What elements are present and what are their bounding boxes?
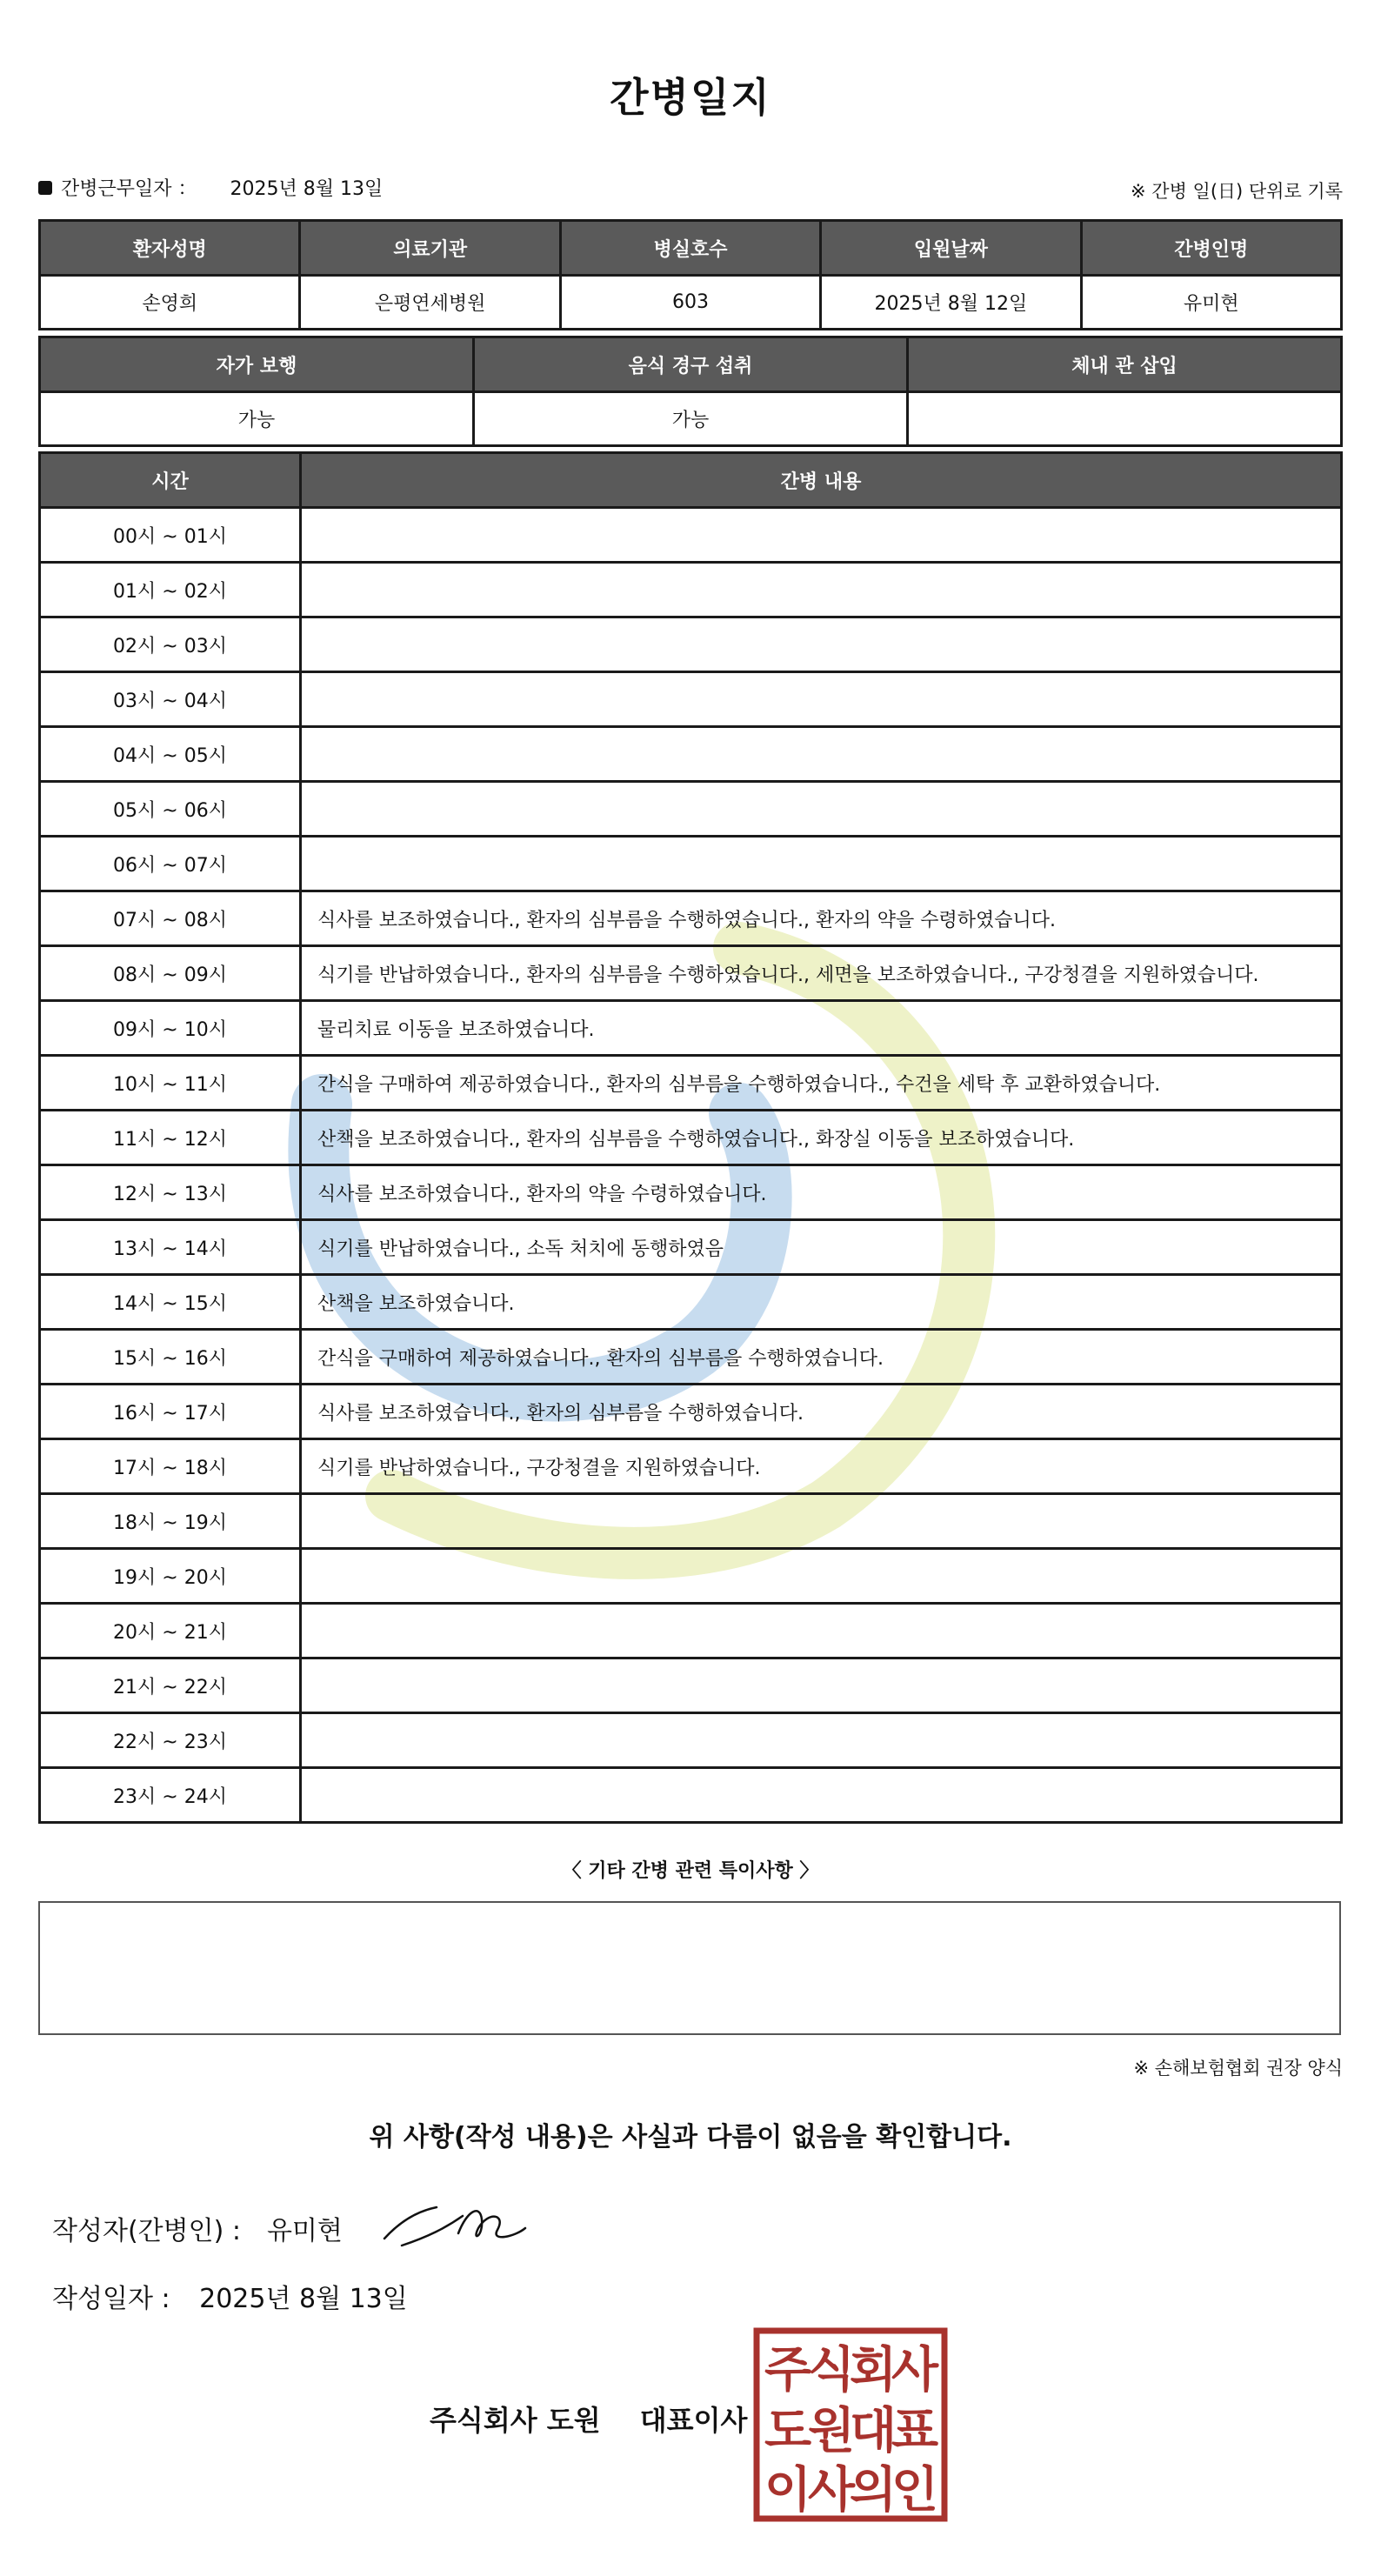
writer-row (52, 2209, 343, 2247)
care-content (301, 1549, 1342, 1604)
time-slot: 17시 ~ 18시 (40, 1439, 301, 1494)
care-content (301, 1658, 1342, 1713)
care-content (301, 837, 1342, 891)
time-slot: 03시 ~ 04시 (40, 672, 301, 727)
time-slot: 14시 ~ 15시 (40, 1275, 301, 1330)
unit-note: ※ 간병 일(日) 단위로 기록 (1131, 181, 1343, 202)
time-slot: 21시 ~ 22시 (40, 1658, 301, 1713)
time-slot: 13시 ~ 14시 (40, 1220, 301, 1275)
caregiver-name: 유미현 (1081, 276, 1341, 330)
time-slot: 04시 ~ 05시 (40, 727, 301, 782)
care-log-row (40, 1275, 1342, 1330)
time-slot: 02시 ~ 03시 (40, 617, 301, 672)
svg-text:도: 도 (764, 2403, 812, 2459)
care-log-row (40, 1658, 1342, 1713)
care-log-row (40, 1494, 1342, 1549)
care-log-row (40, 1604, 1342, 1658)
care-log-row (40, 1001, 1342, 1056)
care-content: 물리치료 이동을 보조하였습니다. (301, 1001, 1342, 1056)
care-content: 식기를 반납하였습니다., 환자의 심부름을 수행하였습니다., 세면을 보조하였습니다., 구강청결을 지원하였습니다. (301, 946, 1342, 1001)
admission-date: 2025년 8월 12일 (821, 276, 1081, 330)
care-log-row (40, 837, 1342, 891)
time-slot: 12시 ~ 13시 (40, 1165, 301, 1220)
patient-status-header-row (40, 337, 1342, 392)
room-number: 603 (560, 276, 820, 330)
care-content: 산책을 보조하였습니다. (301, 1275, 1342, 1330)
svg-text:원: 원 (807, 2403, 856, 2459)
confirmation-statement: 위 사항(작성 내용)은 사실과 다름이 없음을 확인합니다. (369, 2122, 1012, 2152)
care-log-row (40, 563, 1342, 617)
time-slot: 18시 ~ 19시 (40, 1494, 301, 1549)
care-log-row (40, 1330, 1342, 1385)
care-log-row (40, 782, 1342, 837)
care-content (301, 1494, 1342, 1549)
company-rep: 대표이사 (639, 2404, 748, 2437)
svg-text:사: 사 (807, 2462, 856, 2519)
company-row (430, 2399, 747, 2439)
care-log-table (38, 451, 1343, 1824)
oral-intake-value: 가능 (474, 392, 908, 446)
care-content: 간식을 구매하여 제공하였습니다., 환자의 심부름을 수행하였습니다. (301, 1330, 1342, 1385)
care-content (301, 782, 1342, 837)
care-log-row (40, 1713, 1342, 1768)
patient-info-table (38, 219, 1343, 330)
svg-text:인: 인 (891, 2462, 939, 2519)
patient-info-header-row (40, 221, 1342, 276)
self-walking-value: 가능 (40, 392, 474, 446)
svg-text:의: 의 (849, 2462, 897, 2519)
header-caregiver-name: 간병인명 (1081, 221, 1341, 276)
time-slot: 06시 ~ 07시 (40, 837, 301, 891)
care-content (301, 1713, 1342, 1768)
time-slot: 22시 ~ 23시 (40, 1713, 301, 1768)
patient-status-value-row (40, 392, 1342, 446)
svg-text:대: 대 (849, 2403, 897, 2459)
care-log-row (40, 1220, 1342, 1275)
written-date-value: 2025년 8월 13일 (199, 2284, 408, 2314)
special-notes-box (38, 1901, 1341, 2035)
time-slot: 11시 ~ 12시 (40, 1111, 301, 1165)
work-date-value: 2025년 8월 13일 (230, 178, 384, 200)
care-log-row (40, 891, 1342, 946)
time-slot: 15시 ~ 16시 (40, 1330, 301, 1385)
time-slot: 00시 ~ 01시 (40, 508, 301, 563)
time-slot: 16시 ~ 17시 (40, 1385, 301, 1439)
care-content (301, 617, 1342, 672)
work-date-row (38, 174, 383, 201)
care-log-row (40, 1385, 1342, 1439)
header-room: 병실호수 (560, 221, 820, 276)
care-log-row (40, 508, 1342, 563)
hospital-name: 은평연세병원 (300, 276, 560, 330)
care-content (301, 727, 1342, 782)
svg-text:표: 표 (891, 2403, 939, 2459)
care-content (301, 508, 1342, 563)
care-content (301, 1768, 1342, 1823)
time-slot: 01시 ~ 02시 (40, 563, 301, 617)
written-date-label: 작성일자 : (52, 2284, 170, 2314)
care-log-row (40, 672, 1342, 727)
header-self-walking: 자가 보행 (40, 337, 474, 392)
insurance-note: ※ 손해보험협회 권장 양식 (1133, 2058, 1343, 2079)
care-log-row (40, 1549, 1342, 1604)
care-content: 식사를 보조하였습니다., 환자의 약을 수령하였습니다. (301, 1165, 1342, 1220)
header-time: 시간 (40, 453, 301, 508)
header-oral-intake: 음식 경구 섭취 (474, 337, 908, 392)
care-log-row (40, 1056, 1342, 1111)
header-admission-date: 입원날짜 (821, 221, 1081, 276)
time-slot: 23시 ~ 24시 (40, 1768, 301, 1823)
page-title: 간병일지 (610, 74, 771, 121)
care-log-row (40, 1768, 1342, 1823)
care-log-row (40, 727, 1342, 782)
header-hospital: 의료기관 (300, 221, 560, 276)
care-log-header-row (40, 453, 1342, 508)
special-notes-title: 〈 기타 간병 관련 특이사항 〉 (562, 1860, 819, 1882)
patient-info-value-row (40, 276, 1342, 330)
time-slot: 19시 ~ 20시 (40, 1549, 301, 1604)
svg-text:주: 주 (764, 2342, 812, 2399)
time-slot: 08시 ~ 09시 (40, 946, 301, 1001)
care-log-row (40, 1439, 1342, 1494)
care-log-row (40, 946, 1342, 1001)
writer-label: 작성자(간병인) : (52, 2216, 241, 2246)
patient-status-table (38, 336, 1343, 447)
patient-name: 손영희 (40, 276, 300, 330)
care-content: 식사를 보조하였습니다., 환자의 심부름을 수행하였습니다. (301, 1385, 1342, 1439)
writer-name: 유미현 (266, 2216, 343, 2246)
care-content (301, 1604, 1342, 1658)
time-slot: 09시 ~ 10시 (40, 1001, 301, 1056)
care-content: 식기를 반납하였습니다., 소독 처치에 동행하였음 (301, 1220, 1342, 1275)
care-content: 간식을 구매하여 제공하였습니다., 환자의 심부름을 수행하였습니다., 수건을 세탁 후 교환하였습니다. (301, 1056, 1342, 1111)
signature-icon (376, 2185, 532, 2254)
header-patient-name: 환자성명 (40, 221, 300, 276)
care-log-row (40, 1111, 1342, 1165)
care-content: 산책을 보조하였습니다., 환자의 심부름을 수행하였습니다., 화장실 이동을 보조하였습니다. (301, 1111, 1342, 1165)
header-care-content: 간병 내용 (301, 453, 1342, 508)
svg-text:회: 회 (849, 2342, 897, 2399)
time-slot: 20시 ~ 21시 (40, 1604, 301, 1658)
time-slot: 10시 ~ 11시 (40, 1056, 301, 1111)
care-log-row (40, 617, 1342, 672)
square-bullet-icon (38, 181, 52, 195)
svg-text:사: 사 (891, 2342, 939, 2399)
written-date-row (52, 2277, 408, 2315)
care-log-row (40, 1165, 1342, 1220)
time-slot: 07시 ~ 08시 (40, 891, 301, 946)
svg-text:이: 이 (764, 2462, 812, 2519)
care-content (301, 563, 1342, 617)
work-date-label: 간병근무일자 ： (61, 178, 197, 200)
header-tube-insertion: 체내 관 삽입 (908, 337, 1342, 392)
company-name: 주식회사 도원 (430, 2404, 601, 2437)
care-content: 식기를 반납하였습니다., 구강청결을 지원하였습니다. (301, 1439, 1342, 1494)
time-slot: 05시 ~ 06시 (40, 782, 301, 837)
care-content (301, 672, 1342, 727)
care-content: 식사를 보조하였습니다., 환자의 심부름을 수행하였습니다., 환자의 약을 수령하였습니다. (301, 891, 1342, 946)
tube-insertion-value (908, 392, 1342, 446)
company-seal-icon (753, 2327, 948, 2522)
svg-text:식: 식 (807, 2342, 856, 2399)
